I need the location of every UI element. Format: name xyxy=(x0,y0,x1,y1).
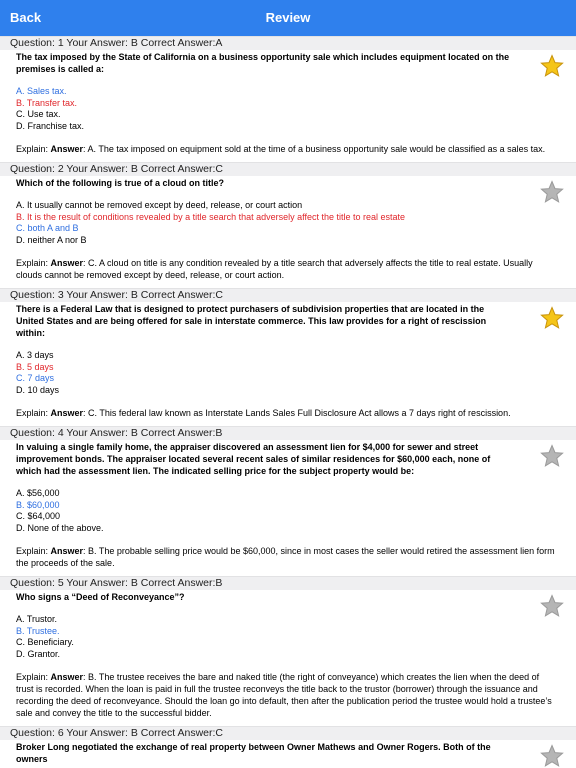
question-item xyxy=(0,288,576,419)
star-filled-icon[interactable] xyxy=(540,54,564,78)
star-outline-icon[interactable] xyxy=(540,594,564,618)
question-header: Question: 4 Your Answer: B Correct Answer:B xyxy=(0,426,576,440)
explain-answer-label: Answer xyxy=(50,408,84,418)
explanation xyxy=(0,143,576,155)
answer-options xyxy=(0,488,576,534)
explain-answer-label: Answer xyxy=(50,144,84,154)
answer-options xyxy=(0,200,576,246)
answer-option: A. 3 days xyxy=(16,350,54,360)
explanation xyxy=(0,671,576,719)
answer-option: C. both A and B xyxy=(16,223,79,233)
question-header: Question: 1 Your Answer: B Correct Answer:A xyxy=(0,36,576,50)
answer-option: A. It usually cannot be removed except by deed, release, or court action xyxy=(16,200,303,210)
star-outline-icon[interactable] xyxy=(540,180,564,204)
question-item xyxy=(0,36,576,155)
answer-option: C. Beneficiary. xyxy=(16,637,74,647)
explain-prefix: Explain: xyxy=(16,408,51,418)
explain-prefix: Explain: xyxy=(16,672,51,682)
answer-option: D. neither A nor B xyxy=(16,234,87,245)
question-text: The tax imposed by the State of California on a business opportunity sale which includes equipment located on the premises is called a: xyxy=(16,52,510,74)
question-header: Question: 6 Your Answer: B Correct Answer:C xyxy=(0,726,576,740)
explain-text: : C. A cloud on title is any condition revealed by a title search that adversely affects the title to real estate. Usually clouds cannot be removed except by deed, release, or court action. xyxy=(16,258,533,280)
answer-option: D. 10 days xyxy=(16,384,60,395)
answer-option: B. Trustee. xyxy=(16,625,60,636)
answer-option: D. None of the above. xyxy=(16,522,104,533)
question-item xyxy=(0,726,576,765)
page-title: Review xyxy=(265,10,311,25)
answer-option: C. $64,000 xyxy=(16,511,61,521)
explain-answer-label: Answer xyxy=(50,672,84,682)
explain-text: : B. The trustee receives the bare and naked title (the right of conveyance) which creates the lien when the deed of trust is recorded. When the loan is paid in full the trustee reconveys the title back to the trustor (borrower) through the issuance and recording the deed of reconveyance. Should the loan go into default, then after the publication period the trustee would hold a trustee’s sale and convey the title to the successful bidder. xyxy=(16,672,552,718)
answer-option: B. $60,000 xyxy=(16,499,60,510)
explain-text: : A. The tax imposed on equipment sold at the time of a business opportunity sale would be classified as a sales tax. xyxy=(83,144,546,154)
question-item xyxy=(0,426,576,569)
star-filled-icon[interactable] xyxy=(540,306,564,330)
answer-options xyxy=(0,350,576,396)
question-header: Question: 2 Your Answer: B Correct Answer:C xyxy=(0,162,576,176)
explanation xyxy=(0,545,576,569)
answer-option: B. Transfer tax. xyxy=(16,97,78,108)
answer-options xyxy=(0,614,576,660)
question-text: Who signs a “Deed of Reconveyance”? xyxy=(16,592,185,602)
question-text: Broker Long negotiated the exchange of real property between Owner Mathews and Owner Rogers. Both of the owners xyxy=(16,742,491,764)
question-text: There is a Federal Law that is designed to protect purchasers of subdivision properties that are located in the United States and are being offered for sale in interstate commerce. This law provides for a right of rescission within: xyxy=(16,304,487,338)
answer-option: B. It is the result of conditions revealed by a title search that adversely affect the title to real estate xyxy=(16,211,406,222)
explain-answer-label: Answer xyxy=(50,258,84,268)
answer-option: A. $56,000 xyxy=(16,488,60,498)
back-button[interactable]: Back xyxy=(10,10,42,25)
answer-option: A. Trustor. xyxy=(16,614,58,624)
review-list[interactable] xyxy=(0,36,576,768)
answer-option: D. Grantor. xyxy=(16,648,61,659)
explain-prefix: Explain: xyxy=(16,258,51,268)
star-outline-icon[interactable] xyxy=(540,444,564,468)
explanation xyxy=(0,257,576,281)
explain-prefix: Explain: xyxy=(16,546,51,556)
question-item xyxy=(0,162,576,281)
answer-options xyxy=(0,86,576,132)
answer-option: B. 5 days xyxy=(16,361,54,372)
explain-prefix: Explain: xyxy=(16,144,51,154)
navigation-bar xyxy=(0,0,576,36)
explain-text: : B. The probable selling price would be $60,000, since in most cases the seller would retired the assessment lien form the proceeds of the sale. xyxy=(16,546,555,568)
answer-option: C. 7 days xyxy=(16,373,55,383)
question-text: In valuing a single family home, the appraiser discovered an assessment lien for $4,000 for sewer and street improvement bonds. The appraiser located several recent sales of similar residences for $60,000 each, none of which had the assessment lien. The indicated selling price for the subject property would be: xyxy=(16,442,491,476)
question-item xyxy=(0,576,576,719)
explain-answer-label: Answer xyxy=(50,546,84,556)
question-header: Question: 3 Your Answer: B Correct Answer:C xyxy=(0,288,576,302)
explain-text: : C. This federal law known as Interstate Lands Sales Full Disclosure Act allows a 7 days right of rescission. xyxy=(83,408,511,418)
answer-option: C. Use tax. xyxy=(16,109,61,119)
star-outline-icon[interactable] xyxy=(540,744,564,768)
question-text: Which of the following is true of a cloud on title? xyxy=(16,178,224,188)
answer-option: D. Franchise tax. xyxy=(16,120,85,131)
explanation xyxy=(0,407,576,419)
question-header: Question: 5 Your Answer: B Correct Answer:B xyxy=(0,576,576,590)
answer-option: A. Sales tax. xyxy=(16,86,67,96)
